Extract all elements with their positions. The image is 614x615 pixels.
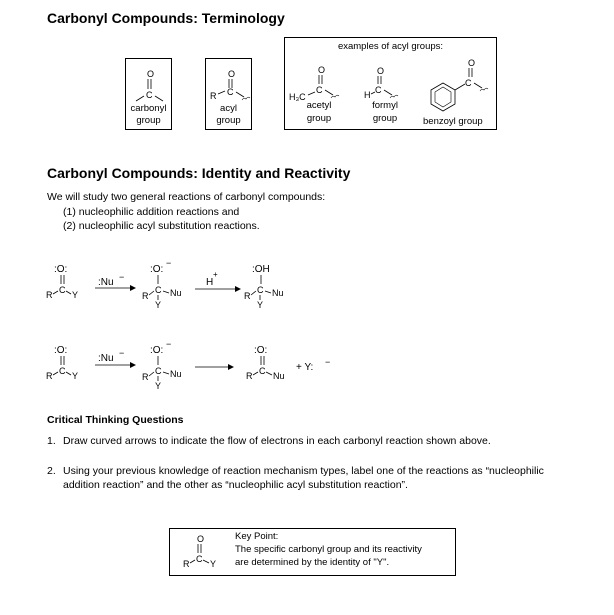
formyl-label: formyl xyxy=(372,100,398,111)
svg-text::O:: :O: xyxy=(150,264,164,275)
svg-text:Nu: Nu xyxy=(273,371,285,381)
intro-item-2: (2) nucleophilic acyl substitution reactions. xyxy=(63,220,260,232)
svg-text:R: R xyxy=(183,559,190,569)
svg-text:R: R xyxy=(46,371,53,381)
nu-reagent-2: :Nu xyxy=(98,353,114,364)
svg-text:−: − xyxy=(166,258,172,268)
examples-box xyxy=(284,37,497,130)
svg-text:Y: Y xyxy=(155,300,162,310)
svg-text:Nu: Nu xyxy=(170,369,182,379)
svg-text:H: H xyxy=(364,90,371,100)
svg-text:C: C xyxy=(257,285,264,295)
proton-reagent: H xyxy=(206,277,214,288)
svg-text:Y: Y xyxy=(155,381,162,391)
benzoyl-label: benzoyl group xyxy=(423,116,483,127)
svg-text:C: C xyxy=(59,285,66,295)
svg-text:Y: Y xyxy=(257,300,264,310)
svg-text:R: R xyxy=(244,291,251,301)
intro-item-1: (1) nucleophilic addition reactions and xyxy=(63,206,240,218)
svg-text:Nu: Nu xyxy=(272,288,284,298)
svg-text:−: − xyxy=(119,272,125,282)
svg-text:R: R xyxy=(142,291,149,301)
svg-text:Y: Y xyxy=(210,559,217,569)
ctq-q2-num: 2. xyxy=(47,465,56,477)
ctq-q1-text: Draw curved arrows to indicate the flow of electrons in each carbonyl reaction shown above. xyxy=(63,435,491,447)
acyl-group-box xyxy=(205,58,252,130)
svg-text:R: R xyxy=(142,372,149,382)
svg-text:−: − xyxy=(325,357,331,367)
acetyl-label: acetyl xyxy=(306,100,332,111)
svg-text:R: R xyxy=(246,371,253,381)
leaving-group: + Y: xyxy=(296,362,314,373)
svg-text:C: C xyxy=(375,85,382,95)
svg-text:Y: Y xyxy=(72,290,79,300)
ctq-q2-line1: Using your previous knowledge of reaction mechanism types, label one of the reactions as “nucleophilic xyxy=(63,465,544,477)
key-point-box xyxy=(169,528,456,576)
svg-text:O: O xyxy=(318,65,326,75)
reaction-1-scheme xyxy=(0,255,614,345)
svg-text:O: O xyxy=(377,66,385,76)
svg-text:Y: Y xyxy=(72,371,79,381)
svg-text:C: C xyxy=(59,366,66,376)
svg-text:O: O xyxy=(197,534,205,544)
svg-text:+: + xyxy=(213,270,218,279)
carbonyl-group-box xyxy=(125,58,172,130)
svg-text:−: − xyxy=(166,339,172,349)
svg-text:O: O xyxy=(468,58,476,68)
svg-text:R: R xyxy=(46,290,53,300)
svg-text:H₃C: H₃C xyxy=(289,92,306,102)
ctq-title: Critical Thinking Questions xyxy=(47,414,184,426)
svg-text::O:: :O: xyxy=(254,345,268,356)
intro-line: We will study two general reactions of carbonyl compounds: xyxy=(47,191,326,203)
svg-text:C: C xyxy=(465,78,472,88)
key-point-line-2: are determined by the identity of "Y". xyxy=(235,557,390,568)
svg-text::O:: :O: xyxy=(54,345,68,356)
formyl-label-group: group xyxy=(372,113,398,124)
svg-text::O:: :O: xyxy=(54,264,68,275)
svg-text:O: O xyxy=(228,69,236,79)
acyl-label-group: group xyxy=(216,115,241,126)
examples-title: examples of acyl groups: xyxy=(337,41,444,52)
section-title-identity: Carbonyl Compounds: Identity and Reactivity xyxy=(47,165,351,181)
svg-text:C: C xyxy=(196,554,203,564)
svg-text:C: C xyxy=(316,85,323,95)
svg-text:C: C xyxy=(227,87,234,97)
ctq-q1-num: 1. xyxy=(47,435,56,447)
key-point-structure xyxy=(170,529,230,575)
nu-reagent-1: :Nu xyxy=(98,277,114,288)
acetyl-label-group: group xyxy=(306,113,332,124)
carbonyl-label-group: group xyxy=(136,115,161,126)
svg-text:Nu: Nu xyxy=(170,288,182,298)
svg-text:R: R xyxy=(210,91,217,101)
page-title: Carbonyl Compounds: Terminology xyxy=(47,10,285,26)
svg-text:C: C xyxy=(155,366,162,376)
svg-text:−: − xyxy=(119,348,125,358)
key-point-line-1: The specific carbonyl group and its reactivity xyxy=(235,544,422,555)
carbonyl-label: carbonyl xyxy=(130,103,167,114)
ctq-q2-line2: addition reaction” and the other as “nucleophilic acyl substitution reaction”. xyxy=(63,479,408,491)
svg-text:O: O xyxy=(147,69,155,79)
key-point-title: Key Point: xyxy=(235,531,279,542)
svg-text::OH: :OH xyxy=(252,264,270,275)
acyl-label: acyl xyxy=(220,103,237,114)
svg-text::O:: :O: xyxy=(150,345,164,356)
svg-text:C: C xyxy=(155,285,162,295)
svg-text:C: C xyxy=(146,90,153,100)
svg-text:C: C xyxy=(259,366,266,376)
